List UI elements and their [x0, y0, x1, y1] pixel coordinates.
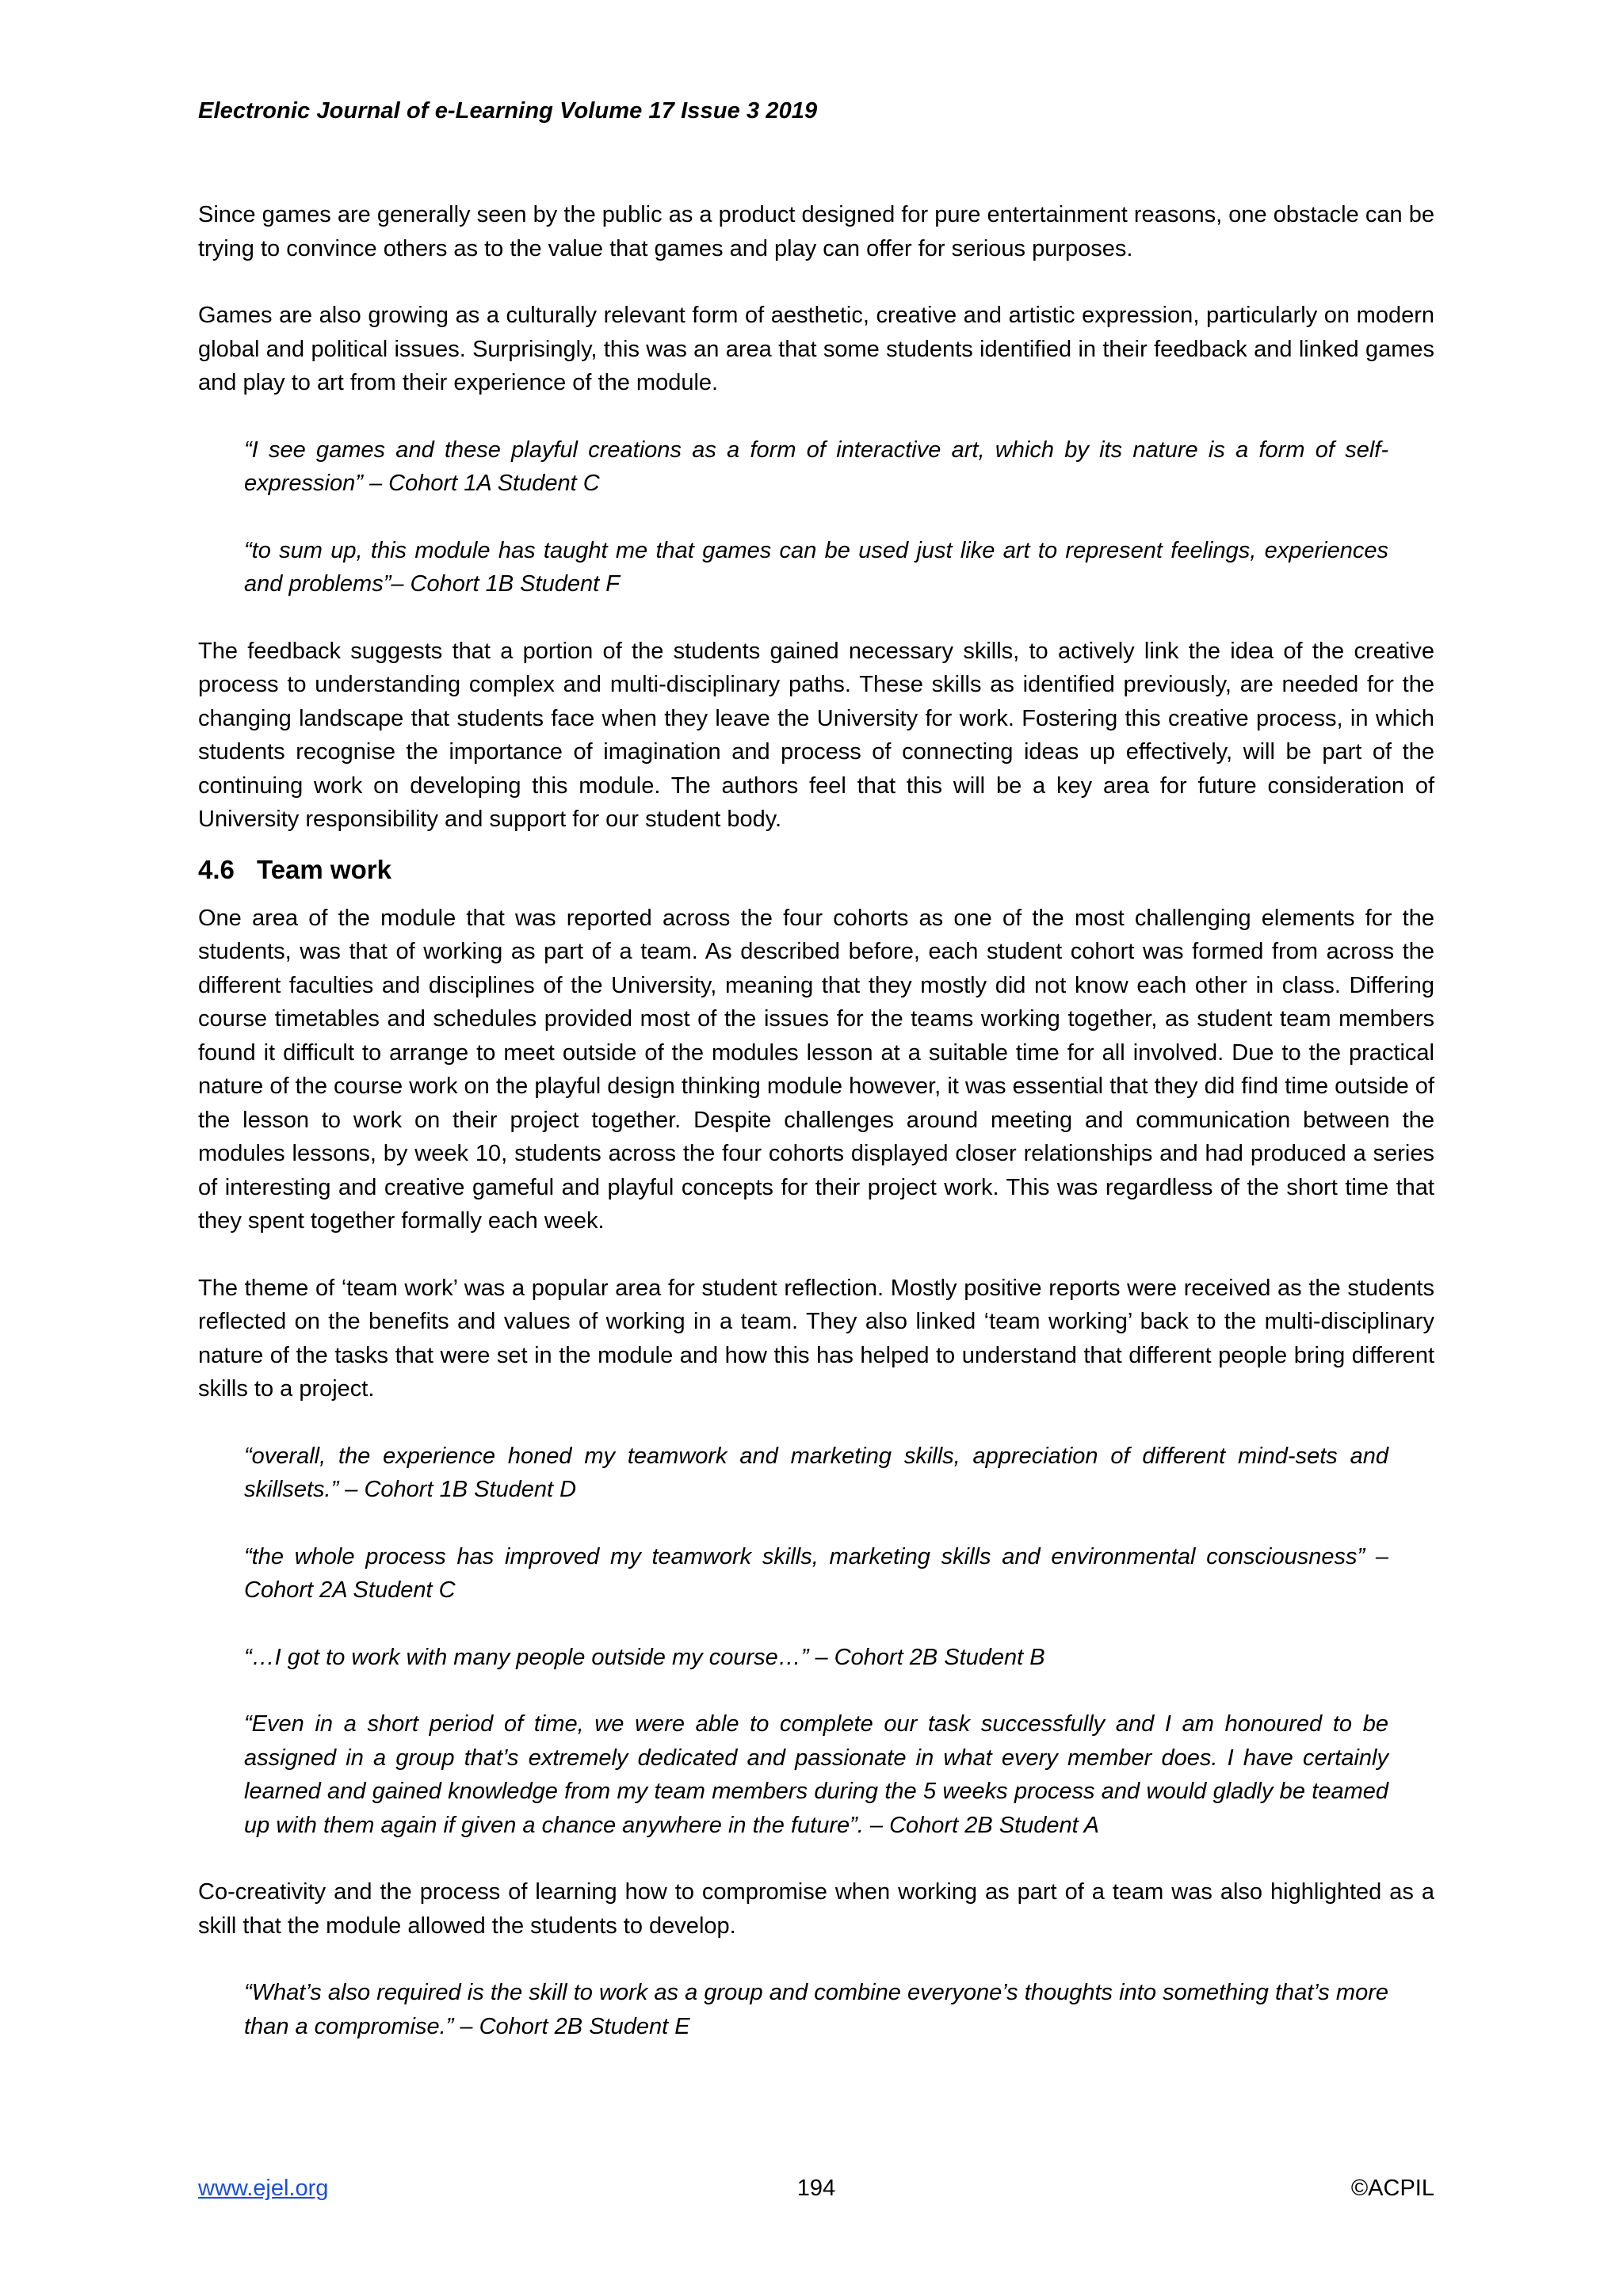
student-quote: “the whole process has improved my teamwork skills, marketing skills and environmental consciousness” – Cohort 2A Student C — [244, 1543, 1388, 1603]
student-quote: “…I got to work with many people outside my course…” – Cohort 2B Student B — [244, 1644, 1045, 1670]
section-number: 4.6 — [198, 854, 235, 884]
paragraph-creative-process: The feedback suggests that a portion of the students gained necessary skills, to actively link the idea of the creative process to understanding complex and multi-disciplinary paths. These skills as identified previously, are needed for the changing landscape that students face when they leave the University for work. Fostering this creative process, in which students recognise the importance of imagination and process of connecting ideas up effectively, will be part of the continuing work on developing this module. The authors feel that this will be a key area for future consideration of University responsibility and support for our student body. — [198, 638, 1434, 832]
article-body — [198, 198, 1434, 2077]
student-quote: “I see games and these playful creations as a form of interactive art, which by its nature is a form of self-expression” – Cohort 1A Student C — [244, 437, 1388, 496]
paragraph-team-reflection: The theme of ‘team work’ was a popular area for student reflection. Mostly positive reports were received as the students reflected on the benefits and values of working in a team. They also linked ‘team working’ back to the multi-disciplinary nature of the tasks that were set in the module and how this has helped to understand that different people bring different skills to a project. — [198, 1275, 1434, 1402]
page-number: 194 — [796, 2176, 836, 2201]
paragraph-games-as-art: Games are also growing as a culturally relevant form of aesthetic, creative and artistic expression, particularly on modern global and political issues. Surprisingly, this was an area that some students identified in their feedback and linked games and play to art from their experience of the module. — [198, 303, 1434, 395]
student-quote: “to sum up, this module has taught me that games can be used just like art to represent feelings, experiences and problems”– Cohort 1B Student F — [244, 537, 1388, 597]
student-quote: “Even in a short period of time, we were able to complete our task successfully and I am honoured to be assigned in a group that’s extremely dedicated and passionate in what every member does. I have certainly learned and gained knowledge from my team members during the 5 weeks process and would gladly be teamed up with them again if given a chance anywhere in the future”. – Cohort 2B Student A — [244, 1711, 1388, 1838]
website-link[interactable]: www.ejel.org — [198, 2176, 329, 2201]
student-quote: “overall, the experience honed my teamwork and marketing skills, appreciation of different mind-sets and skillsets.” – Cohort 1B Student D — [244, 1443, 1388, 1502]
page-footer — [198, 2176, 1434, 2207]
section-heading — [198, 852, 1434, 887]
paper-page — [198, 0, 1434, 2296]
section-title: Team work — [257, 854, 391, 884]
copyright-notice: ©ACPIL — [1350, 2176, 1434, 2201]
paragraph-team-challenges: One area of the module that was reported across the four cohorts as one of the most challenging elements for the students, was that of working as part of a team. As described before, each student cohort was formed from across the different faculties and disciplines of the University, meaning that they mostly did not know each other in class. Differing course timetables and schedules provided most of the issues for the teams working together, as student team members found it difficult to arrange to meet outside of the modules lesson at a suitable time for all involved. Due to the practical nature of the course work on the playful design thinking module however, it was essential that they did find time outside of the lesson to work on their project together. Despite challenges around meeting and communication between the modules lessons, by week 10, students across the four cohorts displayed closer relationships and had produced a series of interesting and creative gameful and playful concepts for their project work. This was regardless of the short time that they spent together formally each week. — [198, 905, 1434, 1234]
paragraph-games-perception: Since games are generally seen by the public as a product designed for pure entertainment reasons, one obstacle can be trying to convince others as to the value that games and play can offer for serious purposes. — [198, 202, 1434, 261]
journal-header: Electronic Journal of e-Learning Volume 17 Issue 3 2019 — [198, 98, 818, 124]
paragraph-co-creativity: Co-creativity and the process of learning how to compromise when working as part of a team was also highlighted as a skill that the module allowed the students to develop. — [198, 1879, 1434, 1939]
student-quote: “What’s also required is the skill to work as a group and combine everyone’s thoughts into something that’s more than a compromise.” – Cohort 2B Student E — [244, 1980, 1388, 2039]
